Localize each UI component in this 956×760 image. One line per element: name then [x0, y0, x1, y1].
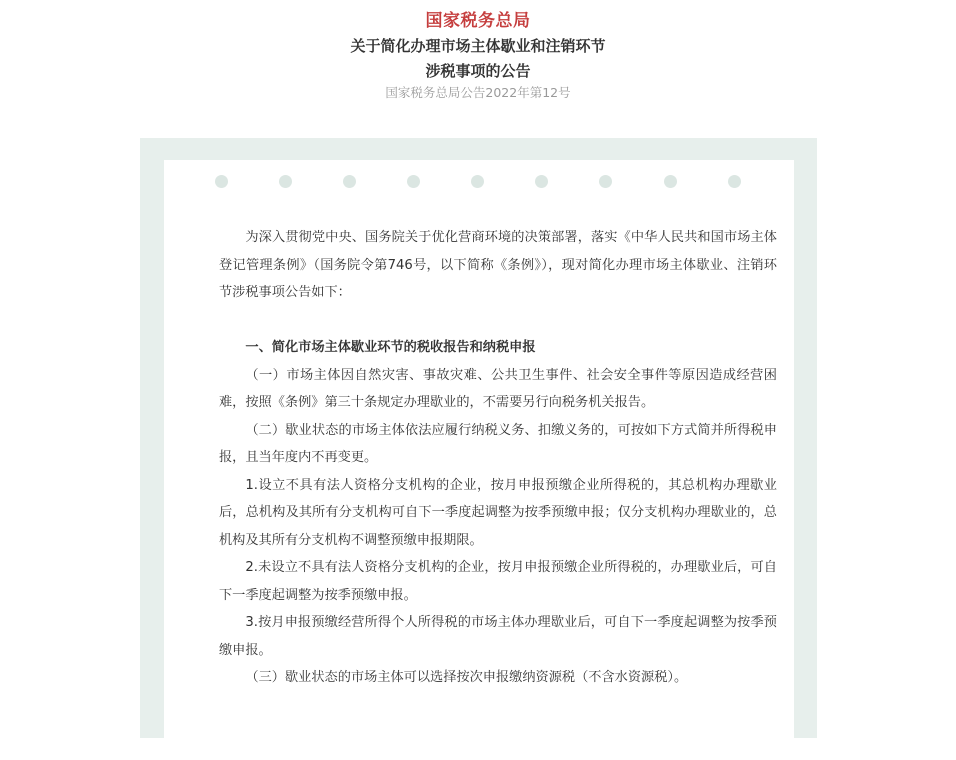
item-paragraph: （三）歇业状态的市场主体可以选择按次申报缴纳资源税（不含水资源税）。	[245, 670, 688, 685]
item-paragraph: （一）市场主体因自然灾害、事故灾难、公共卫生事件、社会安全事件等原因造成经营困难，按照《条例》第三十条规定办理歇业的，不需要另行向税务机关报告。	[219, 367, 777, 410]
notepad-paper	[164, 160, 794, 760]
notice-body	[219, 224, 777, 692]
sub-item-paragraph: 2.未设立不具有法人资格分支机构的企业，按月申报预缴企业所得税的，办理歇业后，可自下一季度起调整为按季预缴申报。	[219, 560, 777, 603]
binding-holes	[164, 175, 794, 189]
notice-title-line2: 涉税事项的公告	[425, 62, 531, 80]
sub-item-paragraph: 3.按月申报预缴经营所得个人所得税的市场主体办理歇业后，可自下一季度起调整为按季预缴申报。	[219, 615, 777, 658]
sub-item-paragraph: 1.设立不具有法人资格分支机构的企业，按月申报预缴企业所得税的，其总机构办理歇业后，总机构及其所有分支机构可自下一季度起调整为按季预缴申报；仅分支机构办理歇业的，总机构及其所有分支机构不调整预缴申报期限。	[219, 477, 777, 548]
document-number: 国家税务总局公告2022年第12号	[385, 85, 571, 100]
binding-hole-icon	[728, 175, 741, 188]
notice-title-line1: 关于简化办理市场主体歇业和注销环节	[350, 37, 606, 55]
item-paragraph: （二）歇业状态的市场主体依法应履行纳税义务、扣缴义务的，可按如下方式简并所得税申报，且当年度内不再变更。	[219, 422, 777, 465]
binding-hole-icon	[343, 175, 356, 188]
notepad-frame	[140, 138, 817, 738]
section-heading: 一、简化市场主体歇业环节的税收报告和纳税申报	[245, 340, 536, 355]
publisher-name: 国家税务总局	[425, 11, 531, 31]
binding-hole-icon	[599, 175, 612, 188]
intro-paragraph: 为深入贯彻党中央、国务院关于优化营商环境的决策部署，落实《中华人民共和国市场主体登记管理条例》（国务院令第746号，以下简称《条例》），现对简化办理市场主体歇业、注销环节涉税事项公告如下：	[219, 230, 777, 300]
binding-hole-icon	[215, 175, 228, 188]
binding-hole-icon	[664, 175, 677, 188]
binding-hole-icon	[535, 175, 548, 188]
binding-hole-icon	[279, 175, 292, 188]
binding-hole-icon	[471, 175, 484, 188]
binding-hole-icon	[407, 175, 420, 188]
